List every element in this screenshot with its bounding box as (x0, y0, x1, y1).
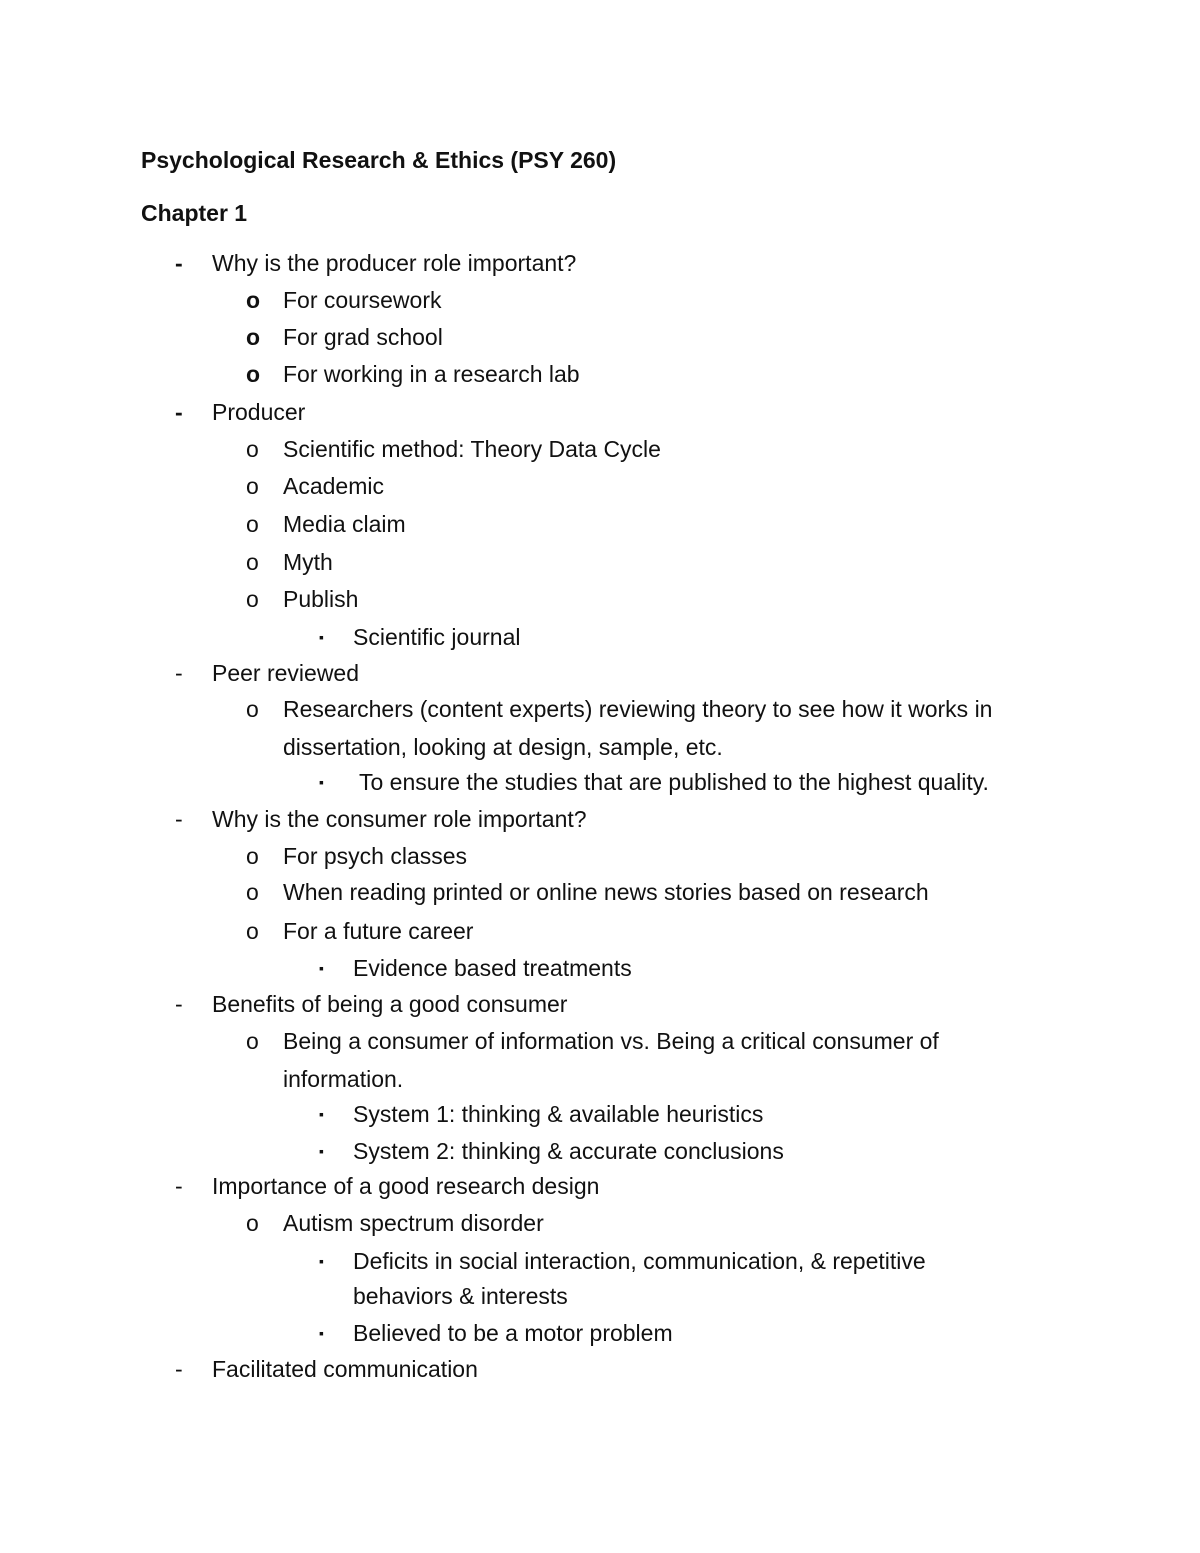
list-item: Why is the consumer role important? (212, 806, 587, 832)
circle-bullet: o (246, 1028, 259, 1054)
circle-bullet: o (246, 324, 261, 350)
list-item: Evidence based treatments (353, 955, 632, 981)
dash-bullet: - (175, 991, 183, 1017)
list-item: For psych classes (283, 843, 468, 869)
list-item-continuation: behaviors & interests (353, 1283, 568, 1309)
list-item: For a future career (283, 918, 474, 944)
dash-bullet: - (175, 1173, 183, 1199)
circle-bullet: o (246, 879, 259, 905)
list-item: Believed to be a motor problem (353, 1320, 673, 1346)
circle-bullet: o (246, 549, 259, 575)
list-item: To ensure the studies that are published to the highest quality. (359, 769, 989, 795)
list-item-continuation: dissertation, looking at design, sample, etc. (283, 734, 723, 760)
list-item: Myth (283, 549, 333, 575)
circle-bullet: o (246, 361, 261, 387)
list-item: Deficits in social interaction, communication, & repetitive (353, 1248, 926, 1274)
dash-bullet: - (175, 1356, 183, 1382)
square-bullet: ▪ (319, 1325, 324, 1341)
list-item: When reading printed or online news stories based on research (283, 879, 929, 905)
circle-bullet: o (246, 436, 259, 462)
list-item: Facilitated communication (212, 1356, 478, 1382)
list-item: Peer reviewed (212, 660, 360, 686)
list-item-continuation: information. (283, 1066, 404, 1092)
circle-bullet: o (246, 287, 261, 313)
circle-bullet: o (246, 918, 259, 944)
square-bullet: ▪ (319, 960, 324, 976)
circle-bullet: o (246, 473, 259, 499)
list-item: Importance of a good research design (212, 1173, 600, 1199)
circle-bullet: o (246, 1210, 259, 1236)
list-item: Scientific method: Theory Data Cycle (283, 436, 661, 462)
list-item: Scientific journal (353, 624, 521, 650)
dash-bullet: - (175, 399, 183, 425)
list-item: Autism spectrum disorder (283, 1210, 544, 1236)
list-item: Publish (283, 586, 359, 612)
list-item: System 1: thinking & available heuristics (353, 1101, 764, 1127)
dash-bullet: - (175, 660, 183, 686)
list-item: Academic (283, 473, 384, 499)
square-bullet: ▪ (319, 1143, 324, 1159)
list-item: For working in a research lab (283, 361, 580, 387)
list-item: For grad school (283, 324, 443, 350)
chapter-heading: Chapter 1 (141, 200, 248, 226)
list-item: System 2: thinking & accurate conclusions (353, 1138, 784, 1164)
list-item: Why is the producer role important? (212, 250, 577, 276)
circle-bullet: o (246, 843, 259, 869)
circle-bullet: o (246, 696, 259, 722)
dash-bullet: - (175, 806, 183, 832)
list-item: Being a consumer of information vs. Being a critical consumer of (283, 1028, 939, 1054)
circle-bullet: o (246, 511, 259, 537)
list-item: For coursework (283, 287, 442, 313)
square-bullet: ▪ (319, 1253, 324, 1269)
list-item: Researchers (content experts) reviewing theory to see how it works in (283, 696, 993, 722)
list-item: Media claim (283, 511, 406, 537)
square-bullet: ▪ (319, 774, 324, 790)
square-bullet: ▪ (319, 629, 324, 645)
list-item: Producer (212, 399, 306, 425)
square-bullet: ▪ (319, 1106, 324, 1122)
list-item: Benefits of being a good consumer (212, 991, 568, 1017)
document-title: Psychological Research & Ethics (PSY 260) (141, 147, 617, 173)
dash-bullet: - (175, 250, 183, 276)
circle-bullet: o (246, 586, 259, 612)
